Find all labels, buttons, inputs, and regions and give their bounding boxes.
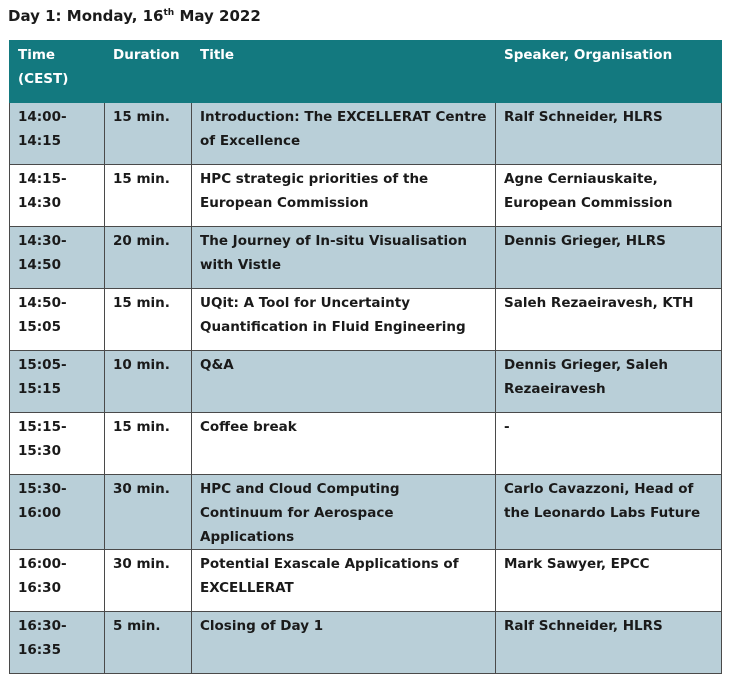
cell-speaker: Ralf Schneider, HLRS — [496, 103, 722, 165]
cell-duration: 15 min. — [105, 165, 192, 227]
table-row — [10, 165, 722, 227]
cell-time: 14:50-15:05 — [10, 289, 105, 351]
cell-duration: 30 min. — [105, 550, 192, 612]
cell-time: 15:15-15:30 — [10, 413, 105, 475]
agenda-table — [9, 40, 722, 674]
day-heading — [8, 6, 261, 26]
cell-duration: 10 min. — [105, 351, 192, 413]
cell-duration: 15 min. — [105, 413, 192, 475]
cell-time: 15:30-16:00 — [10, 475, 105, 550]
cell-time: 16:00-16:30 — [10, 550, 105, 612]
cell-speaker: Agne Cerniauskaite, European Commission — [496, 165, 722, 227]
cell-speaker: Mark Sawyer, EPCC — [496, 550, 722, 612]
header-time: Time (CEST) — [10, 41, 105, 103]
day-heading-text: Day 1: Monday, 16 — [8, 7, 164, 25]
cell-title: HPC strategic priorities of the European Commission — [192, 165, 496, 227]
cell-title: HPC and Cloud Computing Continuum for Aerospace Applications — [192, 475, 496, 550]
table-row — [10, 103, 722, 165]
table-row — [10, 550, 722, 612]
cell-time: 15:05-15:15 — [10, 351, 105, 413]
header-speaker: Speaker, Organisation — [496, 41, 722, 103]
cell-title: Closing of Day 1 — [192, 612, 496, 674]
day-ordinal-suffix: th — [163, 8, 175, 18]
table-row — [10, 351, 722, 413]
cell-duration: 5 min. — [105, 612, 192, 674]
cell-speaker: Saleh Rezaeiravesh, KTH — [496, 289, 722, 351]
cell-title: UQit: A Tool for Uncertainty Quantification in Fluid Engineering — [192, 289, 496, 351]
cell-duration: 20 min. — [105, 227, 192, 289]
table-row — [10, 289, 722, 351]
cell-speaker: Carlo Cavazzoni, Head of the Leonardo Labs Future — [496, 475, 722, 550]
cell-duration: 30 min. — [105, 475, 192, 550]
header-title: Title — [192, 41, 496, 103]
cell-time: 14:30-14:50 — [10, 227, 105, 289]
table-row — [10, 227, 722, 289]
day-heading-rest: May 2022 — [174, 7, 261, 25]
cell-title: Potential Exascale Applications of EXCELLERAT — [192, 550, 496, 612]
cell-speaker: Ralf Schneider, HLRS — [496, 612, 722, 674]
cell-time: 14:00-14:15 — [10, 103, 105, 165]
cell-title: Coffee break — [192, 413, 496, 475]
cell-time: 14:15-14:30 — [10, 165, 105, 227]
cell-speaker: Dennis Grieger, Saleh Rezaeiravesh — [496, 351, 722, 413]
cell-title: Introduction: The EXCELLERAT Centre of Excellence — [192, 103, 496, 165]
header-duration: Duration — [105, 41, 192, 103]
table-row — [10, 612, 722, 674]
cell-time: 16:30-16:35 — [10, 612, 105, 674]
cell-title: The Journey of In-situ Visualisation with Vistle — [192, 227, 496, 289]
header-row — [10, 41, 722, 103]
cell-duration: 15 min. — [105, 103, 192, 165]
table-row — [10, 413, 722, 475]
table-row — [10, 475, 722, 550]
cell-title: Q&A — [192, 351, 496, 413]
cell-duration: 15 min. — [105, 289, 192, 351]
cell-speaker: - — [496, 413, 722, 475]
cell-speaker: Dennis Grieger, HLRS — [496, 227, 722, 289]
